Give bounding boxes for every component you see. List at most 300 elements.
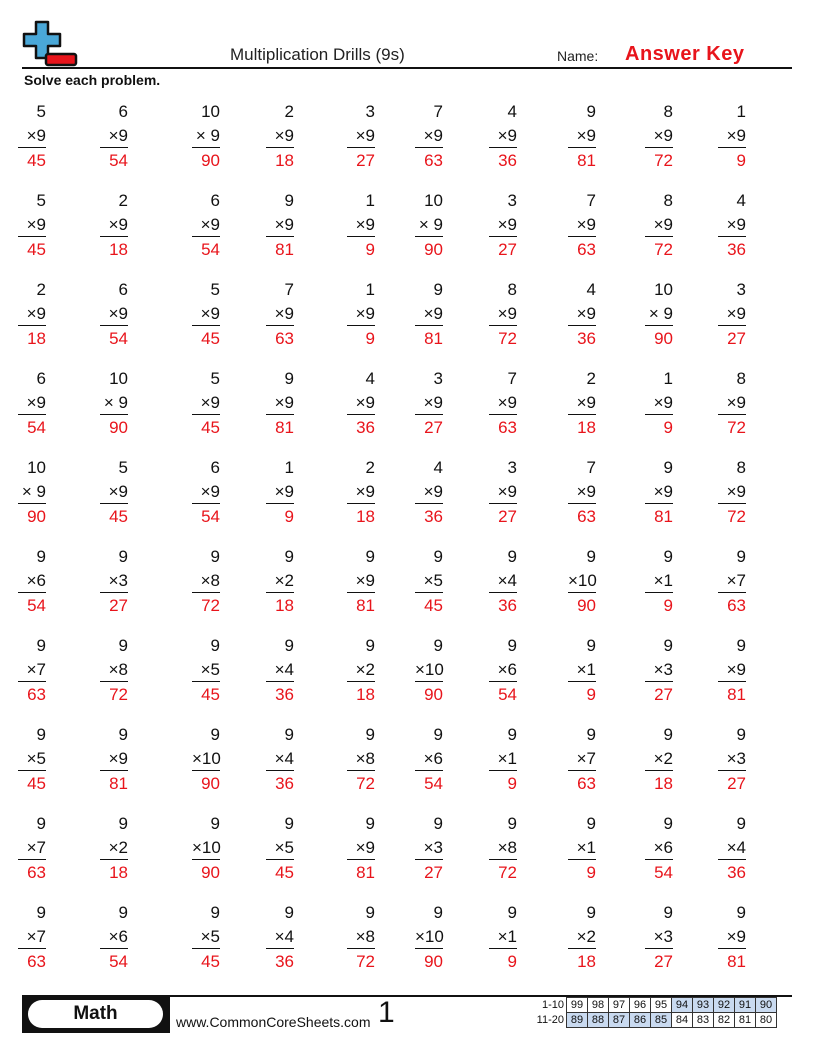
problem-item <box>192 901 220 975</box>
problem-item <box>100 901 128 975</box>
multiplier: ×9 <box>347 837 375 860</box>
multiplicand: 10 <box>27 458 46 477</box>
answer: 9 <box>586 685 596 704</box>
multiplier: ×2 <box>100 837 128 860</box>
problem-item <box>568 812 596 886</box>
score-cell: 84 <box>672 1013 693 1028</box>
multiplier: ×6 <box>415 748 443 771</box>
multiplier: ×9 <box>100 481 128 504</box>
answer: 9 <box>663 418 673 437</box>
answer: 63 <box>577 774 596 793</box>
answer: 54 <box>654 863 673 882</box>
multiplier: ×3 <box>415 837 443 860</box>
multiplicand: 9 <box>210 903 220 922</box>
multiplicand: 5 <box>36 191 46 210</box>
problem-item <box>718 100 746 174</box>
answer: 45 <box>27 240 46 259</box>
multiplier: ×4 <box>266 659 294 682</box>
multiplicand: 9 <box>365 547 375 566</box>
multiplier: ×5 <box>266 837 294 860</box>
multiplier: ×7 <box>18 926 46 949</box>
multiplier: ×2 <box>347 659 375 682</box>
multiplier: ×8 <box>100 659 128 682</box>
problem-item <box>415 634 443 708</box>
multiplier: ×4 <box>266 926 294 949</box>
multiplier: ×6 <box>645 837 673 860</box>
answer: 27 <box>654 952 673 971</box>
multiplier: ×1 <box>489 748 517 771</box>
multiplicand: 9 <box>507 903 517 922</box>
multiplier: ×9 <box>100 125 128 148</box>
problem-item <box>18 367 46 441</box>
score-cell: 88 <box>588 1013 609 1028</box>
answer: 45 <box>201 685 220 704</box>
multiplicand: 9 <box>118 814 128 833</box>
multiplier: ×9 <box>192 392 220 415</box>
multiplicand: 9 <box>586 725 596 744</box>
multiplicand: 4 <box>365 369 375 388</box>
answer: 81 <box>727 952 746 971</box>
answer: 81 <box>275 240 294 259</box>
problem-item <box>489 367 517 441</box>
answer: 63 <box>27 952 46 971</box>
multiplier: ×9 <box>489 392 517 415</box>
multiplier: ×9 <box>415 481 443 504</box>
problem-item <box>347 812 375 886</box>
multiplicand: 2 <box>365 458 375 477</box>
answer: 63 <box>498 418 517 437</box>
problem-item <box>100 278 128 352</box>
problem-item <box>192 367 220 441</box>
multiplier: ×10 <box>192 748 220 771</box>
problem-item <box>645 723 673 797</box>
multiplicand: 9 <box>586 636 596 655</box>
problem-item <box>192 545 220 619</box>
multiplier: ×9 <box>645 481 673 504</box>
multiplicand: 5 <box>118 458 128 477</box>
multiplier: ×2 <box>266 570 294 593</box>
answer: 81 <box>577 151 596 170</box>
problem-item <box>718 545 746 619</box>
problem-item <box>645 456 673 530</box>
multiplier: ×4 <box>718 837 746 860</box>
answer: 18 <box>275 596 294 615</box>
multiplicand: 2 <box>586 369 596 388</box>
multiplicand: 1 <box>365 280 375 299</box>
answer: 54 <box>109 151 128 170</box>
score-row-label: 11-20 <box>536 1014 564 1026</box>
answer: 45 <box>424 596 443 615</box>
multiplicand: 2 <box>118 191 128 210</box>
multiplicand: 1 <box>736 102 746 121</box>
multiplier: ×10 <box>568 570 596 593</box>
multiplicand: 9 <box>210 814 220 833</box>
answer: 36 <box>356 418 375 437</box>
multiplicand: 9 <box>433 280 443 299</box>
problem-item <box>18 189 46 263</box>
problem-item <box>718 723 746 797</box>
multiplier: ×9 <box>489 125 517 148</box>
answer: 54 <box>27 596 46 615</box>
answer: 36 <box>424 507 443 526</box>
answer: 81 <box>109 774 128 793</box>
answer: 54 <box>201 507 220 526</box>
multiplicand: 9 <box>507 814 517 833</box>
problem-item <box>266 901 294 975</box>
answer: 63 <box>27 863 46 882</box>
answer: 54 <box>498 685 517 704</box>
score-cell: 94 <box>672 998 693 1013</box>
problem-item <box>192 278 220 352</box>
problem-item <box>645 901 673 975</box>
answer: 90 <box>424 685 443 704</box>
answer: 90 <box>201 774 220 793</box>
multiplicand: 10 <box>654 280 673 299</box>
answer: 45 <box>201 952 220 971</box>
worksheet-title: Multiplication Drills (9s) <box>230 45 405 64</box>
multiplicand: 9 <box>736 725 746 744</box>
multiplier: × 9 <box>415 214 443 237</box>
score-cell: 92 <box>714 998 735 1013</box>
multiplicand: 9 <box>365 814 375 833</box>
problem-item <box>347 456 375 530</box>
multiplier: ×1 <box>645 570 673 593</box>
problem-item <box>192 634 220 708</box>
score-cell: 98 <box>588 998 609 1013</box>
answer: 54 <box>109 952 128 971</box>
problem-item <box>347 901 375 975</box>
multiplicand: 3 <box>507 191 517 210</box>
problem-item <box>489 723 517 797</box>
problem-item <box>645 100 673 174</box>
answer: 18 <box>109 240 128 259</box>
multiplier: × 9 <box>100 392 128 415</box>
answer: 63 <box>577 507 596 526</box>
problem-item <box>718 812 746 886</box>
answer: 18 <box>356 507 375 526</box>
answer: 54 <box>27 418 46 437</box>
problem-item <box>568 634 596 708</box>
problem-item <box>489 634 517 708</box>
multiplicand: 9 <box>36 814 46 833</box>
answer: 90 <box>654 329 673 348</box>
answer: 9 <box>586 863 596 882</box>
multiplier: ×9 <box>192 303 220 326</box>
problem-item <box>489 901 517 975</box>
answer-key-label: Answer Key <box>625 43 745 65</box>
multiplier: ×9 <box>568 392 596 415</box>
answer: 45 <box>27 151 46 170</box>
multiplier: ×9 <box>266 303 294 326</box>
multiplier: ×9 <box>347 125 375 148</box>
multiplier: ×9 <box>347 303 375 326</box>
multiplicand: 9 <box>284 547 294 566</box>
problem-item <box>192 189 220 263</box>
multiplicand: 5 <box>36 102 46 121</box>
multiplicand: 9 <box>118 725 128 744</box>
problem-item <box>18 812 46 886</box>
score-cell: 90 <box>756 998 777 1013</box>
answer: 45 <box>201 418 220 437</box>
multiplier: ×1 <box>568 659 596 682</box>
multiplier: ×5 <box>415 570 443 593</box>
score-cell: 99 <box>567 998 588 1013</box>
multiplier: ×8 <box>489 837 517 860</box>
problem-item <box>645 812 673 886</box>
multiplier: ×9 <box>489 303 517 326</box>
problem-item <box>415 456 443 530</box>
multiplier: ×5 <box>18 748 46 771</box>
problem-item <box>100 367 128 441</box>
problem-item <box>100 723 128 797</box>
problem-item <box>718 367 746 441</box>
problem-item <box>18 278 46 352</box>
multiplier: ×9 <box>718 214 746 237</box>
problem-item <box>18 901 46 975</box>
answer: 36 <box>727 240 746 259</box>
multiplicand: 1 <box>365 191 375 210</box>
multiplicand: 10 <box>109 369 128 388</box>
score-cell: 83 <box>693 1013 714 1028</box>
multiplicand: 9 <box>365 725 375 744</box>
multiplicand: 8 <box>663 102 673 121</box>
answer: 90 <box>577 596 596 615</box>
multiplier: ×3 <box>645 926 673 949</box>
score-cell: 91 <box>735 998 756 1013</box>
multiplier: ×6 <box>100 926 128 949</box>
multiplicand: 9 <box>586 814 596 833</box>
multiplier: ×5 <box>192 659 220 682</box>
multiplier: ×9 <box>415 392 443 415</box>
answer: 45 <box>201 329 220 348</box>
problem-item <box>568 723 596 797</box>
multiplier: ×10 <box>192 837 220 860</box>
answer: 63 <box>424 151 443 170</box>
score-table <box>522 997 777 1028</box>
answer: 90 <box>424 240 443 259</box>
multiplicand: 9 <box>507 636 517 655</box>
problem-item <box>100 812 128 886</box>
multiplier: ×9 <box>266 214 294 237</box>
multiplicand: 9 <box>433 725 443 744</box>
math-plus-minus-logo-icon <box>22 20 82 70</box>
multiplicand: 9 <box>118 636 128 655</box>
answer: 81 <box>356 863 375 882</box>
answer: 72 <box>727 507 746 526</box>
problem-item <box>347 367 375 441</box>
problem-item <box>266 812 294 886</box>
answer: 81 <box>424 329 443 348</box>
multiplier: ×9 <box>489 481 517 504</box>
problem-item <box>415 545 443 619</box>
multiplier: ×9 <box>100 303 128 326</box>
multiplicand: 9 <box>365 636 375 655</box>
multiplicand: 9 <box>663 636 673 655</box>
multiplicand: 9 <box>36 636 46 655</box>
multiplicand: 8 <box>736 369 746 388</box>
multiplicand: 2 <box>36 280 46 299</box>
problem-item <box>718 901 746 975</box>
problem-item <box>266 100 294 174</box>
answer: 90 <box>109 418 128 437</box>
page-number: 1 <box>378 996 395 1029</box>
multiplier: ×10 <box>415 659 443 682</box>
answer: 9 <box>365 240 375 259</box>
answer: 81 <box>727 685 746 704</box>
answer: 9 <box>507 774 517 793</box>
score-cell: 89 <box>567 1013 588 1028</box>
multiplicand: 9 <box>365 903 375 922</box>
problem-item <box>347 278 375 352</box>
multiplier: ×9 <box>568 125 596 148</box>
multiplier: ×9 <box>568 303 596 326</box>
multiplicand: 7 <box>586 458 596 477</box>
problem-item <box>347 189 375 263</box>
multiplicand: 9 <box>36 725 46 744</box>
problem-item <box>18 634 46 708</box>
multiplier: × 9 <box>192 125 220 148</box>
problem-item <box>415 723 443 797</box>
problem-item <box>489 189 517 263</box>
answer: 36 <box>275 952 294 971</box>
multiplier: ×9 <box>266 392 294 415</box>
multiplier: ×9 <box>18 125 46 148</box>
problem-item <box>266 278 294 352</box>
multiplicand: 9 <box>433 814 443 833</box>
answer: 45 <box>109 507 128 526</box>
answer: 54 <box>201 240 220 259</box>
score-cell: 86 <box>630 1013 651 1028</box>
multiplicand: 6 <box>118 280 128 299</box>
multiplier: ×4 <box>489 570 517 593</box>
answer: 9 <box>663 596 673 615</box>
problem-item <box>415 278 443 352</box>
multiplier: ×9 <box>347 214 375 237</box>
brand-label: Math <box>28 1000 163 1028</box>
problem-item <box>415 812 443 886</box>
score-cell: 96 <box>630 998 651 1013</box>
multiplicand: 6 <box>36 369 46 388</box>
answer: 18 <box>109 863 128 882</box>
multiplier: ×8 <box>192 570 220 593</box>
multiplier: ×9 <box>347 570 375 593</box>
answer: 27 <box>727 774 746 793</box>
problem-item <box>266 545 294 619</box>
multiplicand: 5 <box>210 369 220 388</box>
multiplier: ×9 <box>718 659 746 682</box>
multiplicand: 3 <box>507 458 517 477</box>
answer: 54 <box>109 329 128 348</box>
score-row-label: 1-10 <box>541 999 564 1011</box>
problem-item <box>192 456 220 530</box>
problem-item <box>266 367 294 441</box>
multiplier: ×9 <box>100 214 128 237</box>
problem-item <box>18 456 46 530</box>
answer: 18 <box>654 774 673 793</box>
multiplicand: 9 <box>663 725 673 744</box>
answer: 90 <box>424 952 443 971</box>
answer: 72 <box>498 863 517 882</box>
site-url[interactable]: www.CommonCoreSheets.com <box>176 1014 371 1030</box>
multiplier: ×9 <box>347 481 375 504</box>
multiplicand: 2 <box>284 102 294 121</box>
multiplier: ×9 <box>718 303 746 326</box>
answer: 72 <box>654 151 673 170</box>
multiplicand: 7 <box>586 191 596 210</box>
answer: 72 <box>498 329 517 348</box>
answer: 81 <box>275 418 294 437</box>
multiplicand: 9 <box>586 102 596 121</box>
multiplier: ×3 <box>718 748 746 771</box>
multiplicand: 9 <box>586 903 596 922</box>
problem-item <box>489 812 517 886</box>
problem-item <box>100 634 128 708</box>
answer: 9 <box>507 952 517 971</box>
problem-item <box>266 634 294 708</box>
multiplicand: 9 <box>118 903 128 922</box>
answer: 27 <box>424 863 443 882</box>
problem-item <box>568 545 596 619</box>
score-row <box>522 1013 777 1028</box>
multiplicand: 9 <box>210 636 220 655</box>
multiplier: ×9 <box>18 214 46 237</box>
answer: 81 <box>356 596 375 615</box>
problem-item <box>266 456 294 530</box>
multiplicand: 3 <box>736 280 746 299</box>
instructions: Solve each problem. <box>24 72 161 88</box>
multiplier: ×9 <box>415 303 443 326</box>
problem-item <box>347 634 375 708</box>
multiplier: ×9 <box>489 214 517 237</box>
multiplier: × 9 <box>18 481 46 504</box>
answer: 63 <box>275 329 294 348</box>
multiplicand: 9 <box>507 547 517 566</box>
multiplier: ×6 <box>489 659 517 682</box>
multiplicand: 5 <box>210 280 220 299</box>
problem-item <box>347 545 375 619</box>
problem-item <box>489 278 517 352</box>
answer: 72 <box>356 774 375 793</box>
multiplicand: 7 <box>284 280 294 299</box>
multiplier: ×9 <box>645 214 673 237</box>
multiplicand: 9 <box>736 903 746 922</box>
answer: 90 <box>27 507 46 526</box>
multiplier: ×9 <box>568 214 596 237</box>
answer: 27 <box>727 329 746 348</box>
multiplicand: 6 <box>210 458 220 477</box>
problem-item <box>568 456 596 530</box>
multiplicand: 7 <box>433 102 443 121</box>
multiplier: ×9 <box>718 481 746 504</box>
multiplicand: 1 <box>663 369 673 388</box>
answer: 90 <box>201 863 220 882</box>
multiplier: ×9 <box>266 125 294 148</box>
multiplier: ×9 <box>100 748 128 771</box>
multiplier: ×9 <box>192 214 220 237</box>
problem-item <box>415 189 443 263</box>
multiplicand: 7 <box>507 369 517 388</box>
answer: 36 <box>498 151 517 170</box>
problem-item <box>192 723 220 797</box>
problem-item <box>645 189 673 263</box>
problem-item <box>192 100 220 174</box>
multiplicand: 9 <box>210 547 220 566</box>
multiplier: ×7 <box>18 659 46 682</box>
answer: 36 <box>577 329 596 348</box>
multiplicand: 6 <box>210 191 220 210</box>
multiplicand: 9 <box>284 191 294 210</box>
problem-item <box>18 100 46 174</box>
